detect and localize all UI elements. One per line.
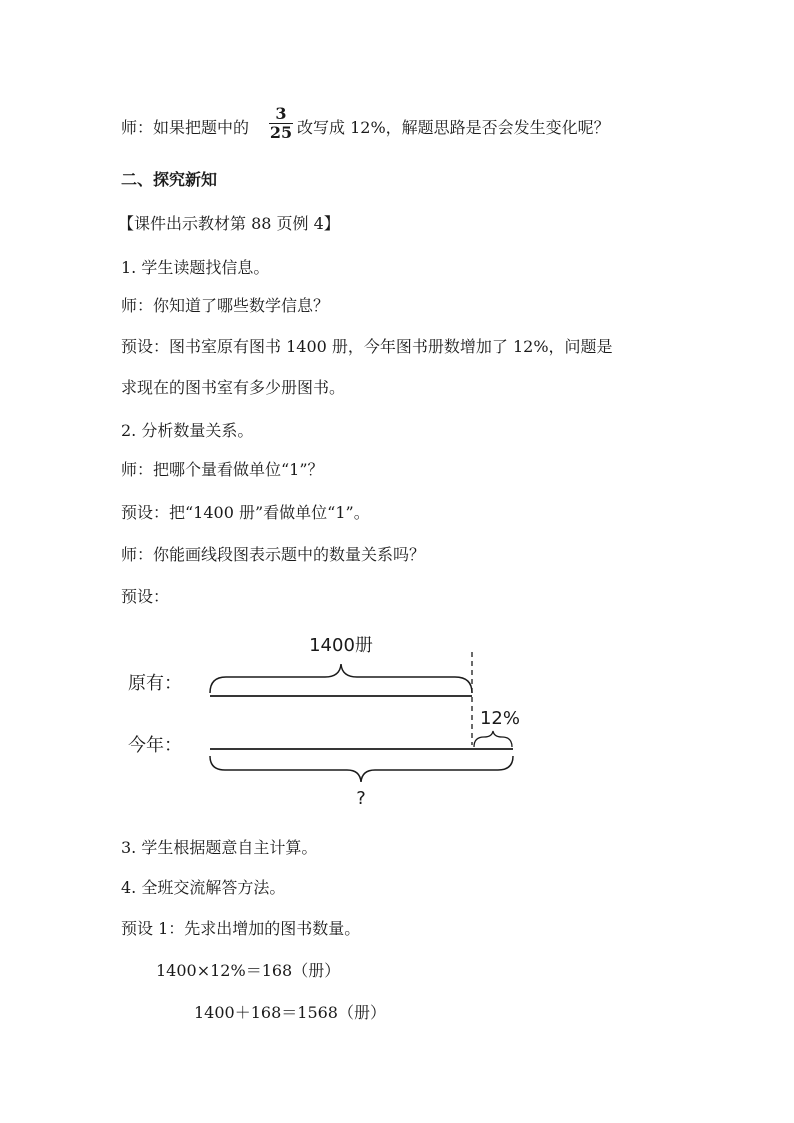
preset-1-line-b: 求现在的图书室有多少册图书。 <box>121 378 346 397</box>
preset-1-line-a: 预设：图书室原有图书 1400 册，今年图书册数增加了 12%，问题是 <box>121 337 613 356</box>
step-2: 2. 分析数量关系。 <box>121 421 254 440</box>
calculation-1: 1400×12%＝168（册） <box>156 961 341 980</box>
fraction-numerator: 3 <box>269 105 293 124</box>
preset-3: 预设： <box>121 587 170 606</box>
top-brace <box>210 664 472 693</box>
question-prefix: 师：如果把题中的 <box>121 118 250 137</box>
step-3: 3. 学生根据题意自主计算。 <box>121 838 318 857</box>
increase-label: 12% <box>479 708 521 729</box>
section-heading: 二、探究新知 <box>121 170 218 189</box>
preset-2: 预设：把“1400 册”看做单位“1”。 <box>121 503 370 522</box>
teacher-question-3: 师：你能画线段图表示题中的数量关系吗？ <box>121 545 426 564</box>
top-brace-label: 1400册 <box>309 635 373 656</box>
question-suffix: 改写成 12%，解题思路是否会发生变化呢？ <box>297 118 610 137</box>
label-original: 原有： <box>128 673 182 694</box>
step-1: 1. 学生读题找信息。 <box>121 258 270 277</box>
courseware-note: 【课件出示教材第 88 页例 4】 <box>118 214 340 233</box>
bottom-brace-label: ? <box>356 788 366 809</box>
teacher-question-2: 师：把哪个量看做单位“1”？ <box>121 460 324 479</box>
step-4: 4. 全班交流解答方法。 <box>121 878 286 897</box>
increase-brace <box>474 731 512 747</box>
teacher-question-1: 师：你知道了哪些数学信息？ <box>121 296 330 315</box>
calculation-2: 1400＋168＝1568（册） <box>194 1003 386 1022</box>
fraction-denominator: 25 <box>269 123 293 142</box>
bottom-brace <box>210 756 513 782</box>
label-this-year: 今年： <box>128 735 182 756</box>
preset-4: 预设 1：先求出增加的图书数量。 <box>121 919 361 938</box>
